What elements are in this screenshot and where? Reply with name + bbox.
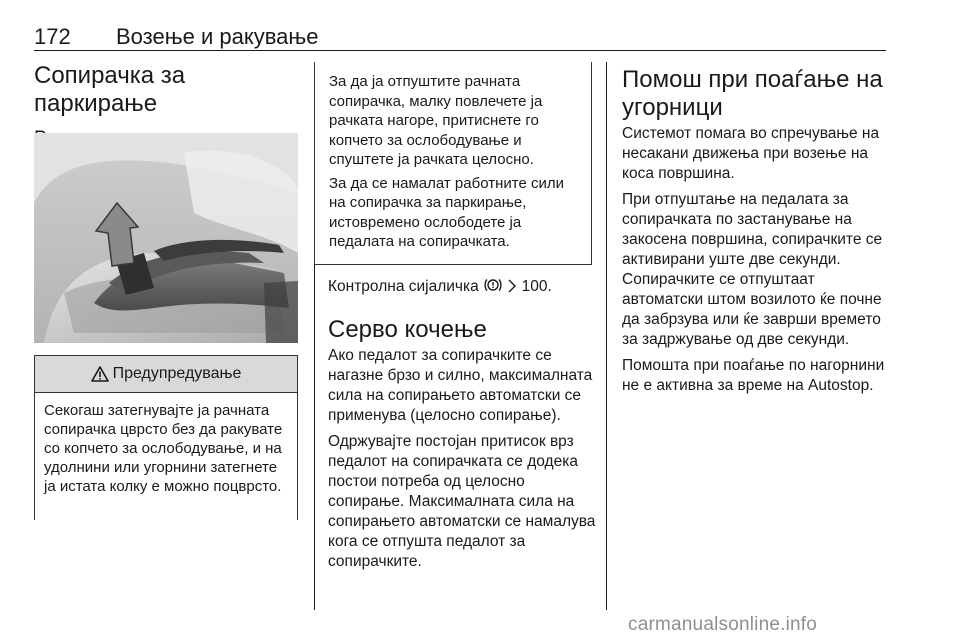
hill-start-heading: Помош при поаѓање на угорници	[622, 66, 883, 121]
handbrake-illustration	[34, 133, 298, 343]
column-divider-right	[606, 62, 607, 610]
servo-heading: Серво кочење	[328, 316, 487, 343]
warning-triangle-icon	[91, 366, 109, 382]
right-column	[622, 66, 892, 396]
note-paragraph-2: За да се намалат работните сили на сопирачка за паркирање, истовремено ослободете ја педалата на сопирачката.	[329, 174, 564, 250]
page-number: 172	[34, 24, 71, 49]
servo-paragraph-1: Ако педалот за сопирачките се нагазне брзо и силно, максималната сила на сопирањето автоматски се применува (целосно сопирање).	[328, 347, 593, 424]
hill-start-paragraph-2: При отпуштање на педалата за сопирачката по застанување на закосена површина, сопирачките се активирани уште две секунди. Сопирачките се отпуштаат автоматски штом возилото ќе почне да забрзува или ќе заврши времето за задржување од две секунди.	[622, 191, 883, 348]
control-lamp-reference	[328, 277, 598, 297]
watermark: carmanualsonline.info	[628, 614, 818, 635]
page-header	[34, 10, 886, 50]
header-rule	[34, 50, 886, 51]
warning-text: Секогаш затегнувајте ја рачната сопирачка цврсто без да ракувате со копчето за ослободување, и на удолнини или угорнини затегнете ја истата колку е можно поцврсто.	[44, 402, 283, 495]
hill-start-paragraph-3: Помошта при поаѓање по нагорнини не е активна за време на Autostop.	[622, 357, 885, 394]
section-heading: Сопирачка за паркирање	[34, 62, 186, 117]
hill-start-paragraph-1: Системот помага во спречување на несакани движења при возење на коса површина.	[622, 125, 880, 182]
brake-warning-lamp-icon	[483, 277, 503, 293]
servo-paragraph-2: Одржувајте постојан притисок врз педалот на сопирачката се додека постои потреба од целосно сопирање. Максималната сила на сопирањето автоматски се намалува кога се отпушта педалот за сопирачките.	[328, 433, 596, 570]
note-box	[314, 62, 592, 265]
control-lamp-page-ref: 100.	[521, 278, 552, 295]
warning-box	[34, 355, 298, 520]
chapter-title: Возење и ракување	[116, 24, 319, 49]
page-reference-arrow-icon	[507, 279, 517, 293]
note-paragraph-1: За да ја отпуштите рачната сопирачка, малку повлечете ја рачката нагоре, притиснете го копчето за ослободување и спуштете ја рачката целосно.	[329, 73, 543, 168]
warning-header	[35, 356, 297, 393]
servo-section	[328, 316, 600, 572]
warning-title: Предупредување	[112, 365, 242, 382]
control-lamp-label: Контролна сијаличка	[328, 278, 479, 295]
